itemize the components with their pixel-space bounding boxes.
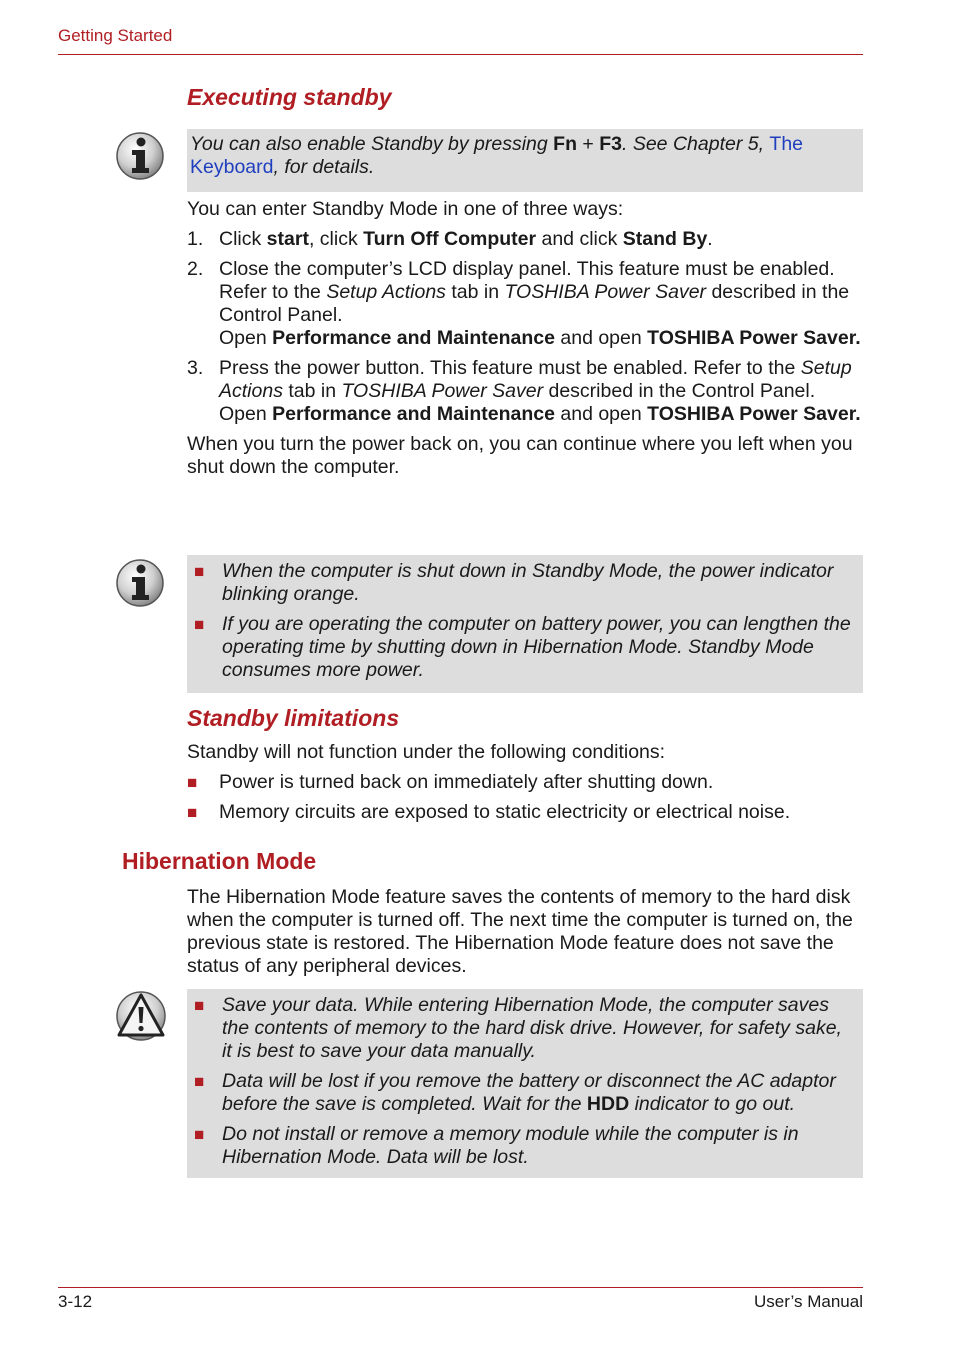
- note-standby-indicator: [187, 555, 863, 693]
- heading-executing-standby: Executing standby: [187, 84, 392, 110]
- link-the-keyboard-1[interactable]: The: [769, 133, 804, 155]
- standby-intro: You can enter Standby Mode in one of three ways:: [187, 198, 624, 220]
- link-the-keyboard-2[interactable]: Keyboard: [190, 156, 274, 178]
- running-header: Getting Started: [58, 26, 173, 45]
- warning-item-3: ■ Do not install or remove a memory module while the computer is in Hibernation Mode. Data will be lost.: [194, 1123, 799, 1168]
- header-rule: [58, 54, 863, 55]
- note2-item-1: ■ When the computer is shut down in Standby Mode, the power indicator blinking orange.: [194, 560, 834, 605]
- key-fn: Fn: [553, 133, 577, 155]
- key-f3: F3: [599, 133, 622, 155]
- footer-rule: [58, 1287, 863, 1288]
- manual-title: User’s Manual: [754, 1292, 863, 1311]
- standby-resume-text: When you turn the power back on, you can continue where you left when you shut down the computer.: [187, 433, 853, 478]
- limitation-item-1: ■ Power is turned back on immediately after shutting down.: [187, 771, 714, 793]
- warning-icon: [115, 990, 165, 1042]
- warning-hibernation: [187, 989, 863, 1178]
- limitations-block: [187, 741, 863, 824]
- note2-item-2: ■ If you are operating the computer on battery power, you can lengthen the operating time by shutting down in Hibernation Mode. Standby Mode consumes more power.: [194, 613, 851, 681]
- step-2: 2. Close the computer’s LCD display panel. This feature must be enabled. Refer to the Setup Actions tab in TOSHIBA Power Saver described in the Control Panel. Open Performance and Maintenance and open TOSHIBA Power Saver.: [187, 258, 861, 349]
- page-number: 3-12: [58, 1292, 93, 1311]
- hibernation-body: The Hibernation Mode feature saves the contents of memory to the hard disk when the computer is turned off. The next time the computer is turned on, the previous state is restored. The Hibernation Mode feature does not save the status of any peripheral devices.: [187, 886, 853, 977]
- warning-item-2: ■ Data will be lost if you remove the battery or disconnect the AC adaptor before the save is completed. Wait for the HDD indicator to go out.: [194, 1070, 836, 1115]
- limitation-item-2: ■ Memory circuits are exposed to static electricity or electrical noise.: [187, 801, 791, 823]
- info-icon: [115, 557, 165, 609]
- info-icon: [115, 130, 165, 182]
- note-standby-shortcut: You can also enable Standby by pressing Fn + F3. See Chapter 5, The Keyboard, for details.: [187, 129, 863, 192]
- warning-item-1: ■ Save your data. While entering Hibernation Mode, the computer saves the contents of memory to the hard disk drive. However, for safety sake, it is best to save your data manually.: [194, 994, 842, 1062]
- step-1: 1. Click start, click Turn Off Computer and click Stand By.: [187, 228, 713, 250]
- standby-steps-block: [187, 198, 863, 479]
- heading-standby-limitations: Standby limitations: [187, 705, 400, 731]
- limitations-intro: Standby will not function under the following conditions:: [187, 741, 666, 763]
- step-3: 3. Press the power button. This feature must be enabled. Refer to the Setup Actions tab in TOSHIBA Power Saver described in the Control Panel. Open Performance and Maintenance and open TOSHIBA Power Saver.: [187, 357, 861, 425]
- heading-hibernation-mode: Hibernation Mode: [122, 848, 317, 874]
